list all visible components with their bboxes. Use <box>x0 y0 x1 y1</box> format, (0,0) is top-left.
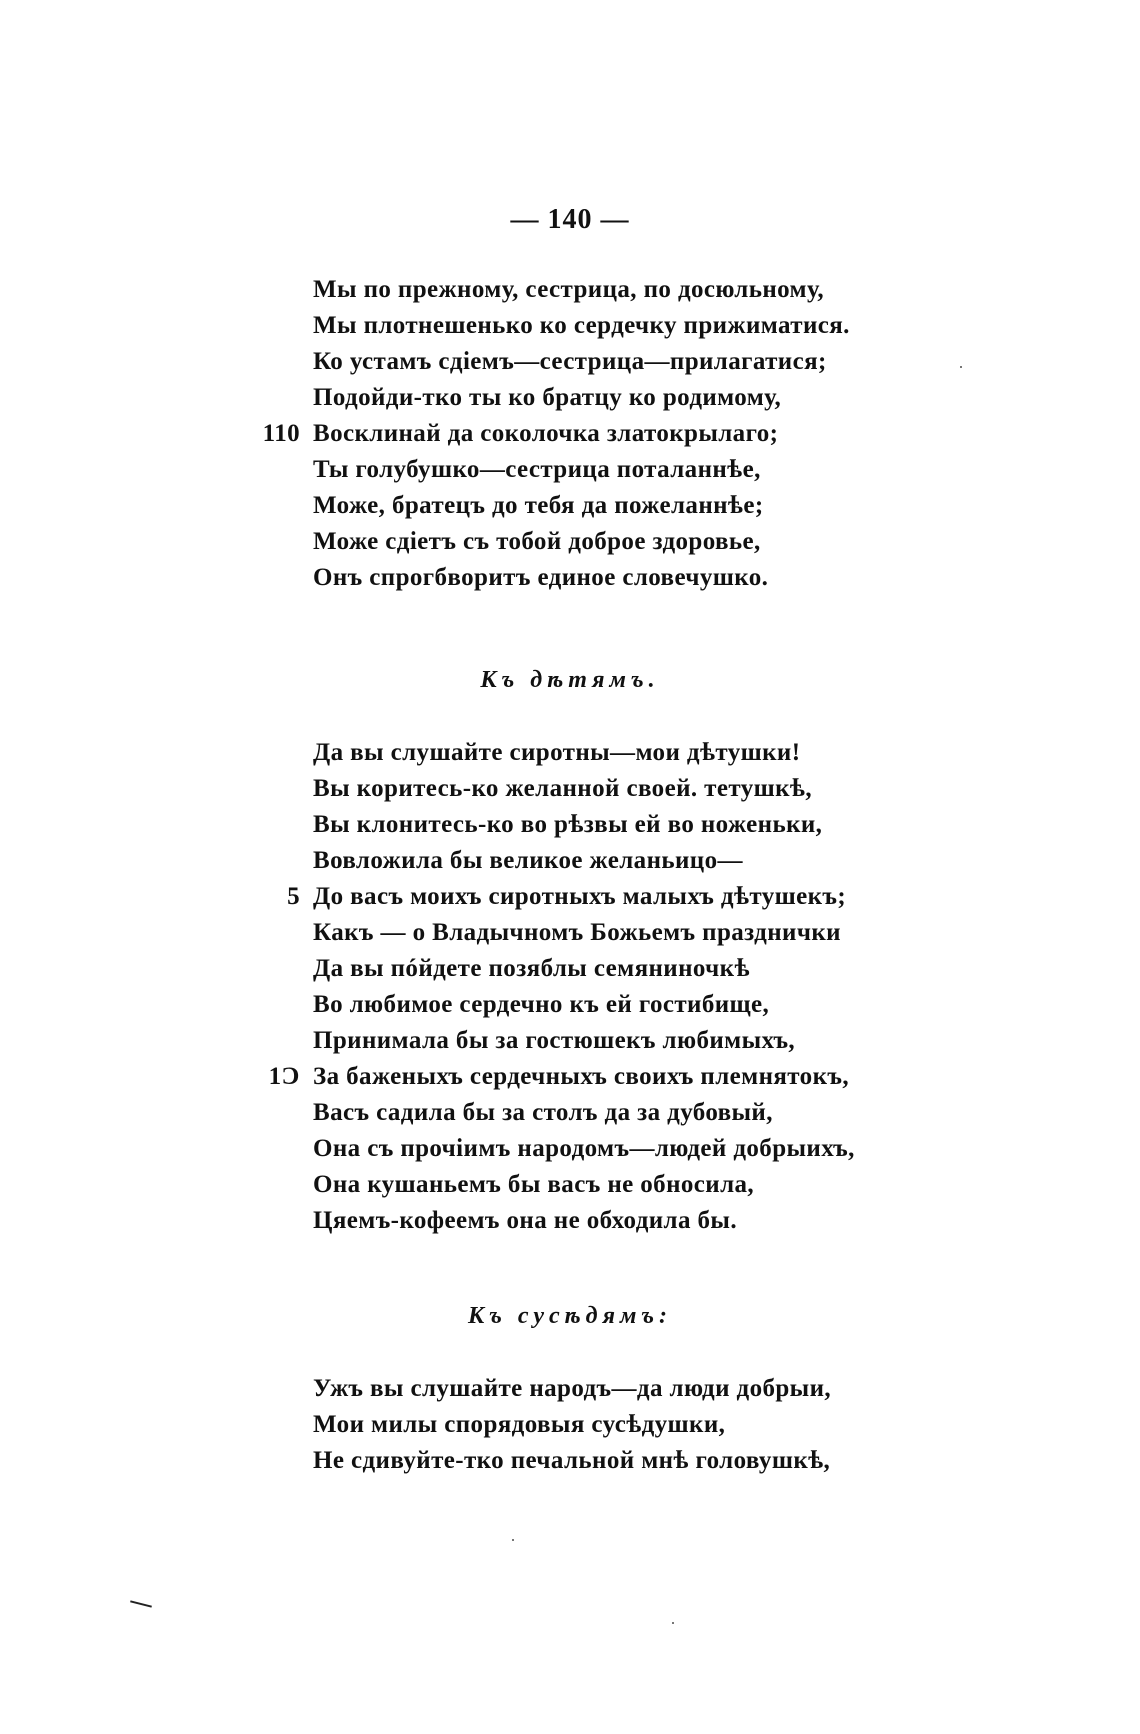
stanza-1 <box>0 272 1140 596</box>
verse-text: Мои милы спорядовыя сусѣдушки, <box>313 1411 726 1438</box>
verse-line <box>0 524 1140 560</box>
verse-text: Да вы слушайте сиротны—мои дѣтушки! <box>313 739 801 766</box>
verse-text: Она съ прочіимъ народомъ—людей добрыихъ, <box>313 1135 855 1162</box>
verse-line <box>0 915 1140 951</box>
line-number: 110 <box>262 420 300 447</box>
verse-line <box>0 560 1140 596</box>
section-heading-children: Къ дѣтямъ. <box>480 667 660 693</box>
verse-line <box>0 807 1140 843</box>
verse-text: Принимала бы за гостюшекъ любимыхъ, <box>313 1027 796 1054</box>
line-number: 5 <box>287 883 300 910</box>
verse-text: Восклинай да соколочка златокрылаго; <box>313 420 779 447</box>
stanza-3 <box>0 1371 1140 1479</box>
verse-line <box>0 452 1140 488</box>
verse-text: Вы клонитесь-ко во рѣзвы ей во ноженьки, <box>313 811 823 838</box>
verse-line <box>0 380 1140 416</box>
verse-text: Цяемъ-кофеемъ она не обходила бы. <box>313 1207 737 1234</box>
verse-line <box>0 1131 1140 1167</box>
speck-mark <box>960 366 962 368</box>
verse-text: Ужъ вы слушайте народъ—да люди добрыи, <box>313 1375 832 1402</box>
verse-line <box>0 1443 1140 1479</box>
verse-line <box>0 951 1140 987</box>
verse-line <box>0 1203 1140 1239</box>
verse-text: Онъ спрогбворитъ единое словечушко. <box>313 564 769 591</box>
verse-line <box>0 1167 1140 1203</box>
section-heading-neighbours: Къ сусѣдямъ: <box>467 1303 673 1329</box>
verse-line <box>0 1023 1140 1059</box>
verse-text: Мы по прежному, сестрица, по досюльному, <box>313 276 825 303</box>
verse-line <box>0 416 1140 452</box>
verse-text: Може сдіетъ съ тобой доброе здоровье, <box>313 528 761 555</box>
verse-text: Ты голубушко—сестрица поталаннѣе, <box>313 456 761 483</box>
margin-ink-mark <box>130 1600 152 1607</box>
verse-line <box>0 843 1140 879</box>
verse-text: Може, братецъ до тебя да пожеланнѣе; <box>313 492 764 519</box>
verse-line <box>0 735 1140 771</box>
verse-text: Ко устамъ сдіемъ—сестрица—прилагатися; <box>313 348 827 375</box>
verse-line <box>0 987 1140 1023</box>
verse-line <box>0 1059 1140 1095</box>
verse-text: Вовложила бы великое желаньицо— <box>313 847 743 874</box>
verse-line <box>0 1371 1140 1407</box>
verse-text: Васъ садила бы за столъ да за дубовый, <box>313 1099 773 1126</box>
verse-line <box>0 488 1140 524</box>
verse-text: За баженыхъ сердечныхъ своихъ племнятокъ, <box>313 1063 849 1090</box>
verse-text: Да вы пóйдете позяблы семяниночкѣ <box>313 955 750 982</box>
verse-line <box>0 1407 1140 1443</box>
line-number: 1Ͻ <box>268 1063 300 1090</box>
verse-text: Во любимое сердечно къ ей гостибище, <box>313 991 770 1018</box>
verse-line <box>0 771 1140 807</box>
speck-mark <box>672 1622 674 1624</box>
verse-text: Мы плотнешенько ко сердечку прижиматися. <box>313 312 850 339</box>
verse-line <box>0 272 1140 308</box>
page-number: — 140 — <box>510 204 630 235</box>
verse-text: Не сдивуйте-тко печальной мнѣ головушкѣ, <box>313 1447 831 1474</box>
verse-line <box>0 344 1140 380</box>
speck-mark <box>512 1539 514 1541</box>
verse-text: Подойди-тко ты ко братцу ко родимому, <box>313 384 782 411</box>
verse-line <box>0 1095 1140 1131</box>
verse-text: Она кушаньемъ бы васъ не обносила, <box>313 1171 755 1198</box>
verse-text: Вы коритесь-ко желанной своей. тетушкѣ, <box>313 775 812 802</box>
verse-text: До васъ моихъ сиротныхъ малыхъ дѣтушекъ; <box>313 883 847 910</box>
verse-line <box>0 879 1140 915</box>
verse-line <box>0 308 1140 344</box>
stanza-2 <box>0 735 1140 1239</box>
verse-text: Какъ — о Владычномъ Божьемъ празднички <box>313 919 841 946</box>
